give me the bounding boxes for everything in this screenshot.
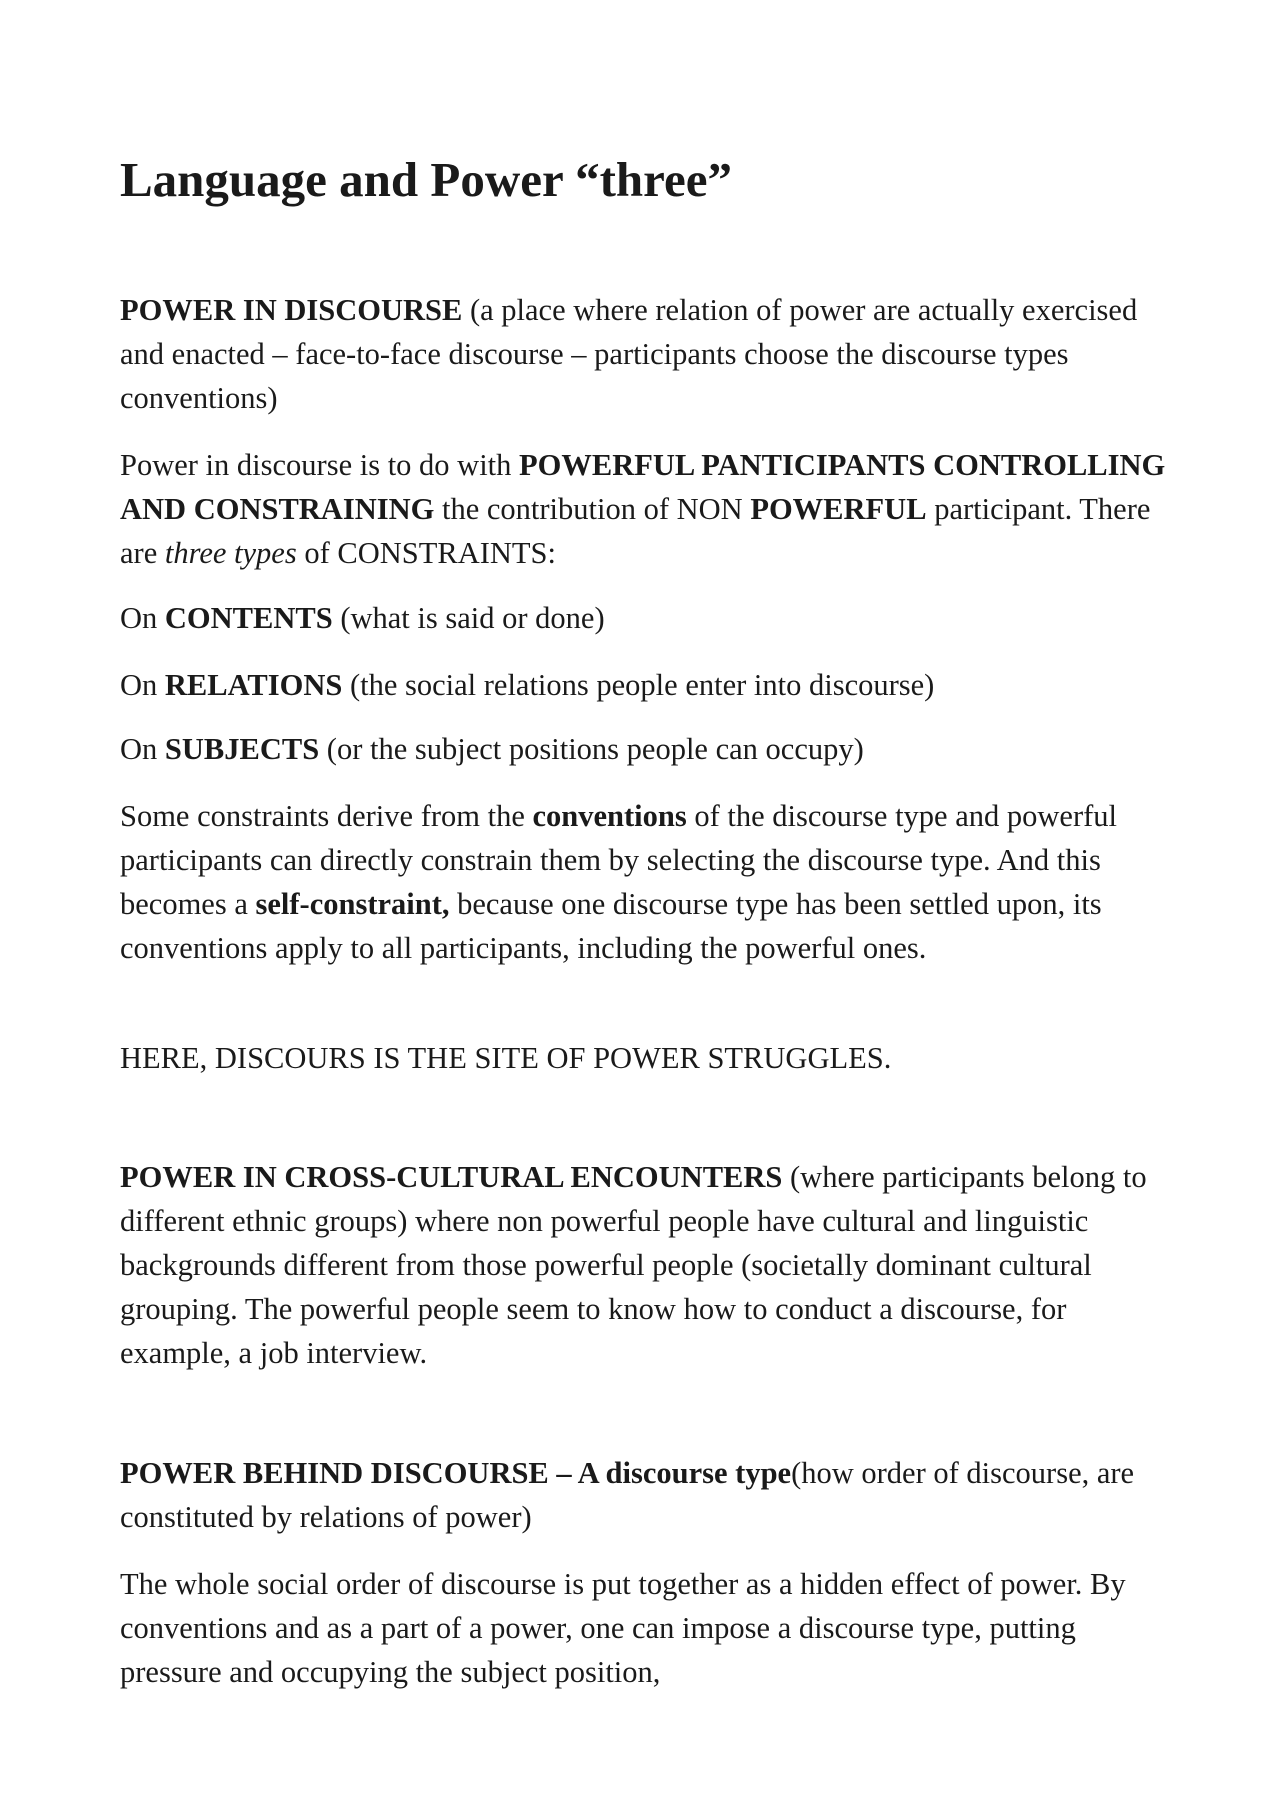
paragraph-social-order: The whole social order of discourse is put together as a hidden effect of power. By conventions and as a part of a power, one can impose a discourse type, putting pressure and occupying the subject position, [120, 1567, 1126, 1689]
constraint-description: (what is said or done) [332, 601, 605, 635]
constraint-label: CONTENTS [164, 601, 333, 635]
paragraph-power-behind-discourse [120, 1451, 1180, 1539]
paragraph-text: Some constraints derive from the [120, 799, 533, 833]
paragraph-text: (a place where relation of power are actually exercised and enacted – face-to-face discourse – participants choose the discourse types conventions) [120, 293, 1138, 415]
bold-phrase: POWERFUL [750, 492, 927, 526]
paragraph-text: of CONSTRAINTS: [296, 536, 556, 570]
paragraph-power-in-discourse [120, 288, 1180, 420]
heading-cross-cultural: POWER IN CROSS-CULTURAL ENCOUNTERS [120, 1160, 783, 1194]
paragraph-cross-cultural [120, 1155, 1180, 1375]
constraint-label: RELATIONS [164, 668, 343, 702]
paragraph-text: (how order of discourse, are constituted by relations of power) [120, 1456, 1135, 1534]
constraint-prefix: On [120, 732, 165, 766]
paragraph-text: because one discourse type has been settled upon, its conventions apply to all participants, including the powerful ones. [120, 887, 1102, 965]
constraint-label: SUBJECTS [164, 732, 320, 766]
constraint-relations [120, 663, 1180, 707]
constraint-description: (the social relations people enter into discourse) [342, 668, 935, 702]
paragraph-text: the contribution of NON [434, 492, 751, 526]
paragraph-power-struggles: HERE, DISCOURS IS THE SITE OF POWER STRUGGLES. [120, 1041, 892, 1075]
italic-phrase: three types [164, 536, 297, 570]
bold-phrase: self-constraint, [255, 887, 450, 921]
heading-power-behind-discourse: POWER BEHIND DISCOURSE – A discourse type [120, 1456, 792, 1490]
constraint-contents [120, 596, 1180, 640]
paragraph-text: participant. There are [120, 492, 1151, 570]
constraint-prefix: On [120, 668, 165, 702]
bold-phrase: POWERFUL PANTICIPANTS CONTROLLING AND CONSTRAINING [120, 448, 1166, 526]
paragraph-text: of the discourse type and powerful participants can directly constrain them by selecting the discourse type. And this becomes a [120, 799, 1117, 921]
bold-phrase: conventions [532, 799, 687, 833]
paragraph-text: Power in discourse is to do with [120, 448, 520, 482]
document-title: Language and Power “three” [120, 152, 733, 207]
paragraph-conventions [120, 794, 1180, 970]
constraint-prefix: On [120, 601, 165, 635]
paragraph-powerful-participants [120, 443, 1180, 575]
constraint-subjects [120, 727, 1180, 771]
heading-power-in-discourse: POWER IN DISCOURSE [120, 293, 463, 327]
constraint-description: (or the subject positions people can occupy) [319, 732, 864, 766]
paragraph-text: (where participants belong to different ethnic groups) where non powerful people have cultural and linguistic backgrounds different from those powerful people (societally dominant cultural grouping. The powerful people seem to know how to conduct a discourse, for example, a job interview. [120, 1160, 1147, 1370]
